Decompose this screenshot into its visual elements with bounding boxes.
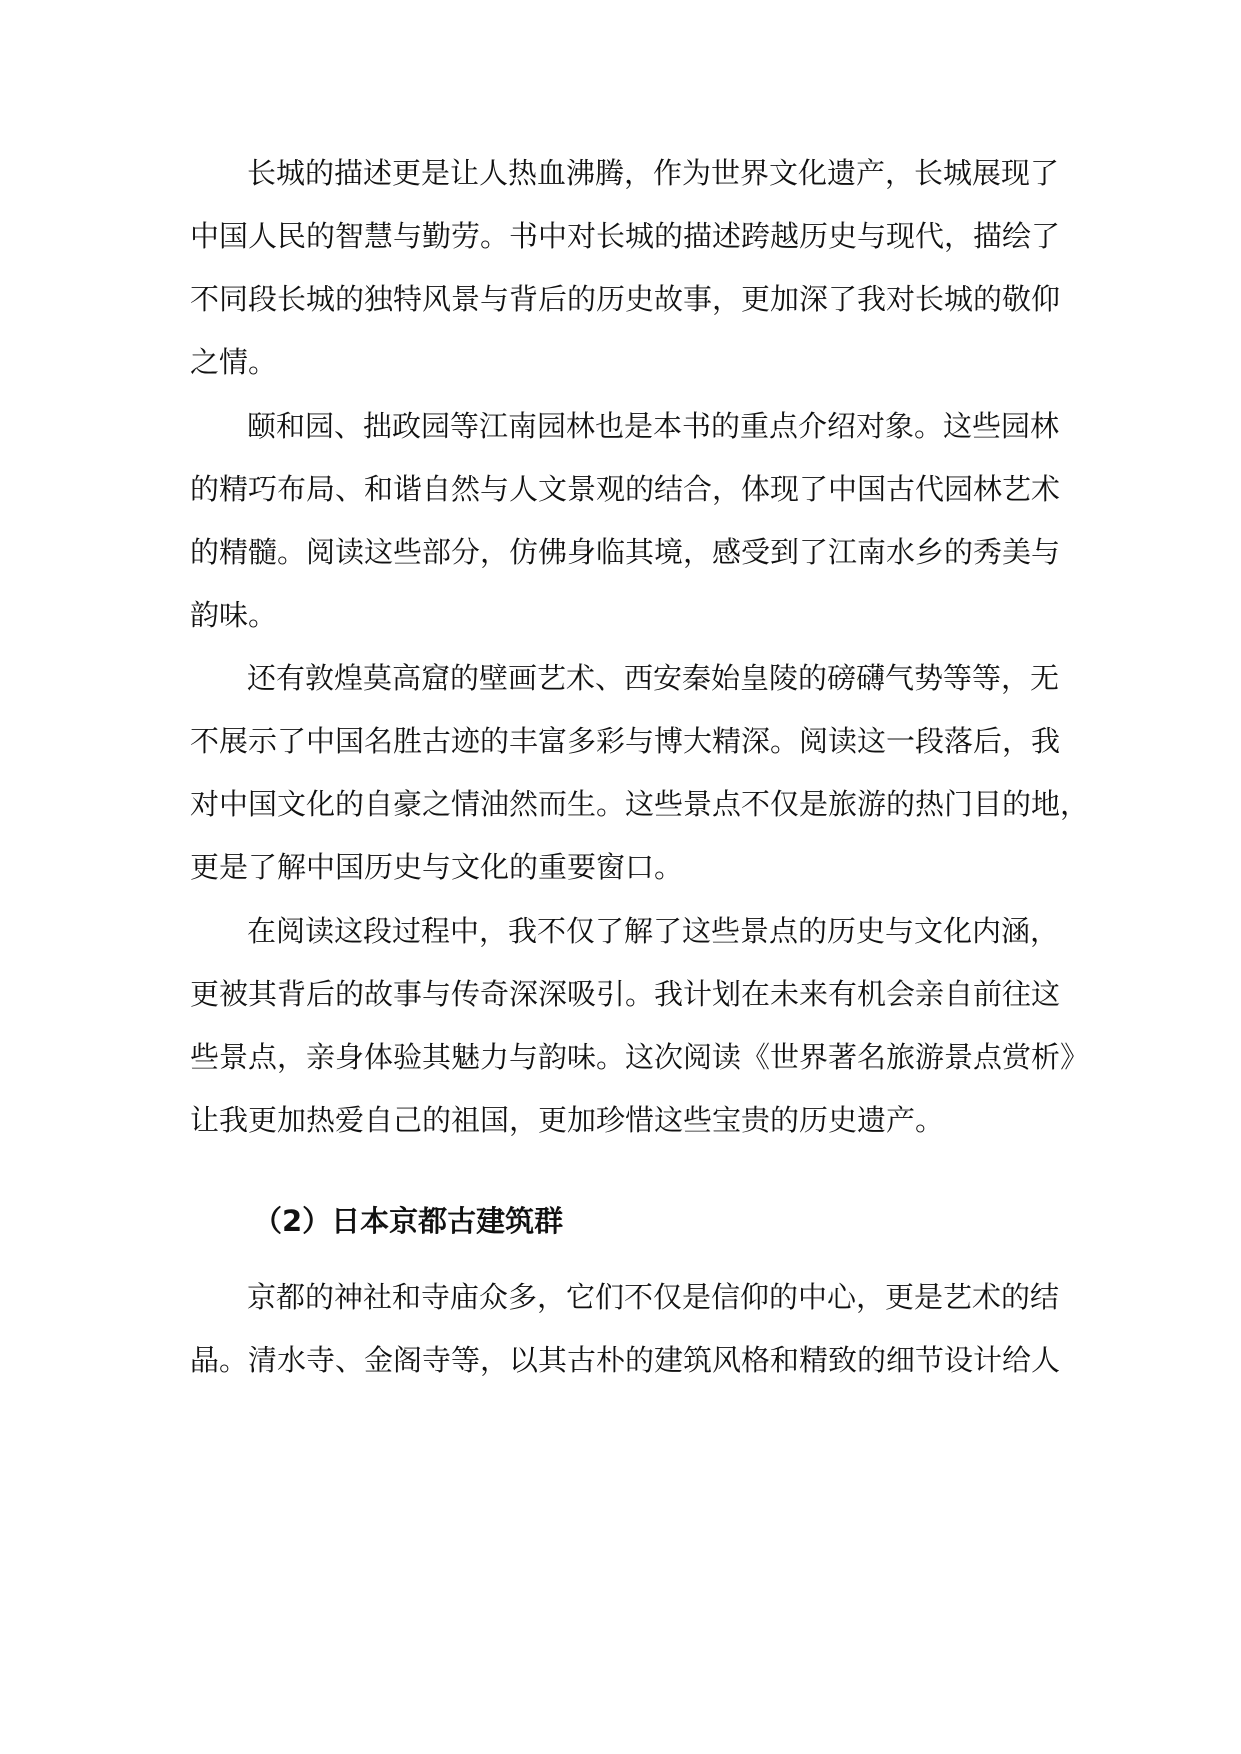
paragraph-line: 不同段长城的独特风景与背后的历史故事，更加深了我对长城的敬仰 <box>190 282 1061 316</box>
paragraph-line: 更是了解中国历史与文化的重要窗口。 <box>190 850 684 884</box>
paragraph-line: 让我更加热爱自己的祖国，更加珍惜这些宝贵的历史遗产。 <box>190 1103 945 1137</box>
paragraph-line: 不展示了中国名胜古迹的丰富多彩与博大精深。阅读这一段落后，我 <box>190 724 1061 758</box>
paragraph-line: 之情。 <box>190 345 278 379</box>
paragraph-line: 颐和园、拙政园等江南园林也是本书的重点介绍对象。这些园林 <box>247 409 1060 443</box>
paragraph-line: 的精巧布局、和谐自然与人文景观的结合，体现了中国古代园林艺术 <box>190 472 1061 506</box>
paragraph-line: 韵味。 <box>190 598 278 632</box>
paragraph-line: 的精髓。阅读这些部分，仿佛身临其境，感受到了江南水乡的秀美与 <box>190 535 1061 569</box>
paragraph-line: 中国人民的智慧与勤劳。书中对长城的描述跨越历史与现代，描绘了 <box>190 219 1061 253</box>
paragraph-line: 还有敦煌莫高窟的壁画艺术、西安秦始皇陵的磅礴气势等等，无 <box>247 661 1060 695</box>
section-heading: （2）日本京都古建筑群 <box>253 1204 564 1238</box>
paragraph-line: 对中国文化的自豪之情油然而生。这些景点不仅是旅游的热门目的地， <box>190 787 1090 821</box>
paragraph-line: 京都的神社和寺庙众多，它们不仅是信仰的中心，更是艺术的结 <box>247 1280 1060 1314</box>
paragraph-line: 些景点，亲身体验其魅力与韵味。这次阅读《世界著名旅游景点赏析》 <box>190 1040 1090 1074</box>
paragraph-line: 长城的描述更是让人热血沸腾，作为世界文化遗产，长城展现了 <box>247 156 1060 190</box>
paragraph-line: 晶。清水寺、金阁寺等，以其古朴的建筑风格和精致的细节设计给人 <box>190 1343 1061 1377</box>
paragraph-line: 更被其背后的故事与传奇深深吸引。我计划在未来有机会亲自前往这 <box>190 977 1061 1011</box>
paragraph-line: 在阅读这段过程中，我不仅了解了这些景点的历史与文化内涵， <box>247 914 1060 948</box>
